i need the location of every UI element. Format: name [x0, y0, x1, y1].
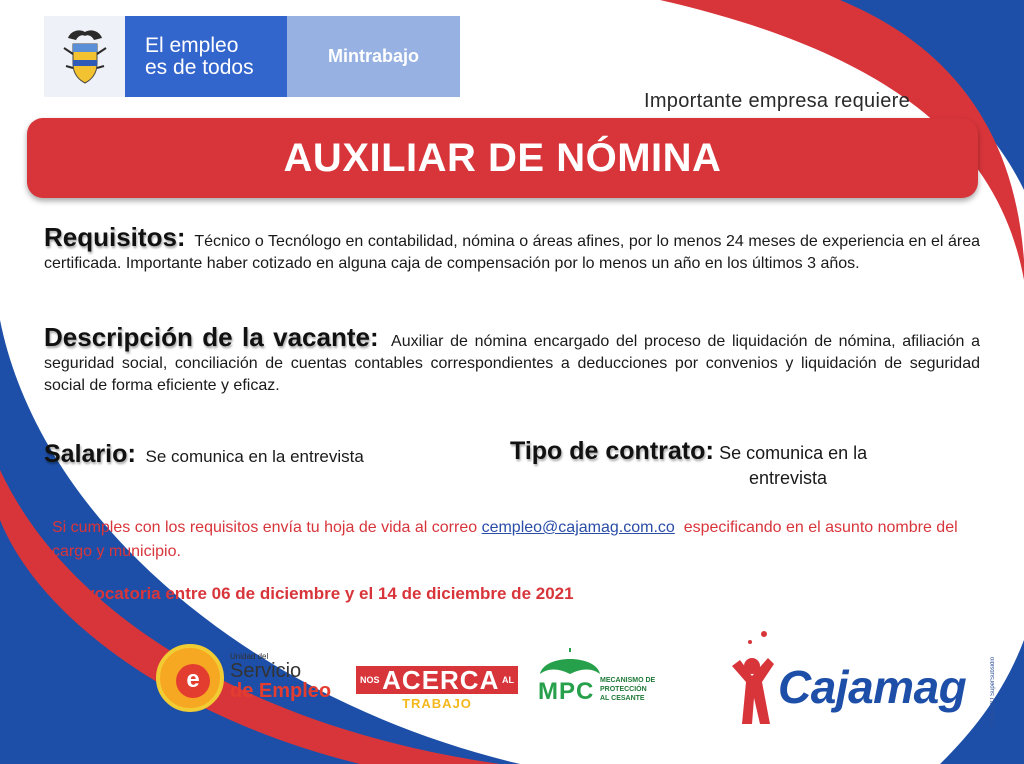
coat-of-arms-panel	[44, 16, 125, 97]
title-banner	[27, 118, 978, 198]
description-colon: :	[369, 322, 379, 352]
contract-type-text-2: entrevista	[749, 468, 828, 488]
cta-text-before: Si cumples con los requisitos envía tu hoja de vida al correo	[52, 519, 478, 536]
cajamag-word: Cajamag	[778, 661, 967, 713]
mpc-side-3: AL CESANTE	[600, 695, 645, 702]
description-paragraph	[44, 322, 980, 397]
slogan-panel	[125, 16, 287, 97]
vigilado-supersubsidio: VIGILADO SuperSubsidio	[990, 656, 996, 726]
servicio-empleo-letter: e	[176, 664, 210, 698]
salary-label: Salario	[44, 440, 128, 468]
description-text: Auxiliar de nómina encargado del proceso de liquidación de nómina, afiliación a seguridad social, conciliación de cuentas contables correspondientes a deducciones por convenios y liquidación de seguridad social de forma eficiente y eficaz.	[44, 333, 980, 394]
requirements-paragraph	[44, 222, 980, 275]
requirements-colon: :	[176, 222, 186, 252]
contract-type-label: Tipo de contrato	[510, 437, 706, 465]
servicio-empleo-line1: Servicio	[230, 660, 302, 682]
salary-colon: :	[127, 438, 137, 468]
mpc-side-2: PROTECCIÓN	[600, 686, 647, 693]
servicio-empleo-text	[230, 652, 331, 701]
nos-acerca-bar	[356, 666, 518, 694]
mpc-logo	[534, 632, 664, 728]
nos-acerca-right: AL	[502, 675, 514, 685]
umbrella-icon	[538, 646, 602, 676]
servicio-empleo-e-icon	[156, 644, 224, 712]
email-link[interactable]: cempleo@cajamag.com.co	[481, 519, 675, 536]
description-label: Descripción de la vacante	[44, 322, 370, 352]
servicio-empleo-logo	[150, 640, 350, 720]
servicio-empleo-line2: de Empleo	[230, 680, 332, 702]
ministry-panel	[287, 16, 460, 97]
call-to-action	[52, 516, 992, 564]
ministry-name: Mintrabajo	[327, 46, 419, 66]
cajamag-logo	[722, 626, 1012, 738]
nos-acerca-bottom: TRABAJO	[402, 696, 472, 711]
nos-acerca-logo	[356, 660, 518, 714]
job-title: AUXILIAR DE NÓMINA	[283, 135, 722, 180]
nos-acerca-main: ACERCA	[382, 664, 500, 695]
preheader: Importante empresa requiere	[643, 90, 910, 112]
servicio-empleo-small: Unidad del	[230, 652, 269, 661]
contract-type-block	[510, 435, 960, 491]
cajamag-figure-icon	[722, 626, 782, 738]
slogan-line-1: El empleo	[145, 33, 239, 57]
slogan-line-2: es de todos	[145, 55, 254, 79]
mpc-side-1: MECANISMO DE	[600, 677, 656, 684]
contract-type-text-1: Se comunica en la	[719, 443, 868, 463]
application-dates: Convocatoria entre 06 de diciembre y el 14 de diciembre de 2021	[52, 584, 574, 603]
contract-type-colon: :	[705, 435, 715, 465]
requirements-label: Requisitos	[44, 222, 177, 252]
government-bar	[44, 16, 460, 97]
salary-block	[44, 438, 364, 469]
requirements-text: Técnico o Tecnólogo en contabilidad, nómina o áreas afines, por lo menos 24 meses de experiencia en el área certificada. Importante haber cotizado en alguna caja de compensación por lo menos un año en los últimos 3 años.	[44, 233, 980, 272]
salary-text: Se comunica en la entrevista	[145, 447, 364, 466]
mpc-text: MPC	[538, 678, 595, 705]
mpc-side-text	[600, 676, 655, 703]
nos-acerca-left: NOS	[360, 675, 380, 685]
cta-text-after: especificando en el asunto nombre del cargo y municipio.	[52, 519, 958, 560]
colombia-coat-of-arms-icon	[56, 26, 114, 88]
